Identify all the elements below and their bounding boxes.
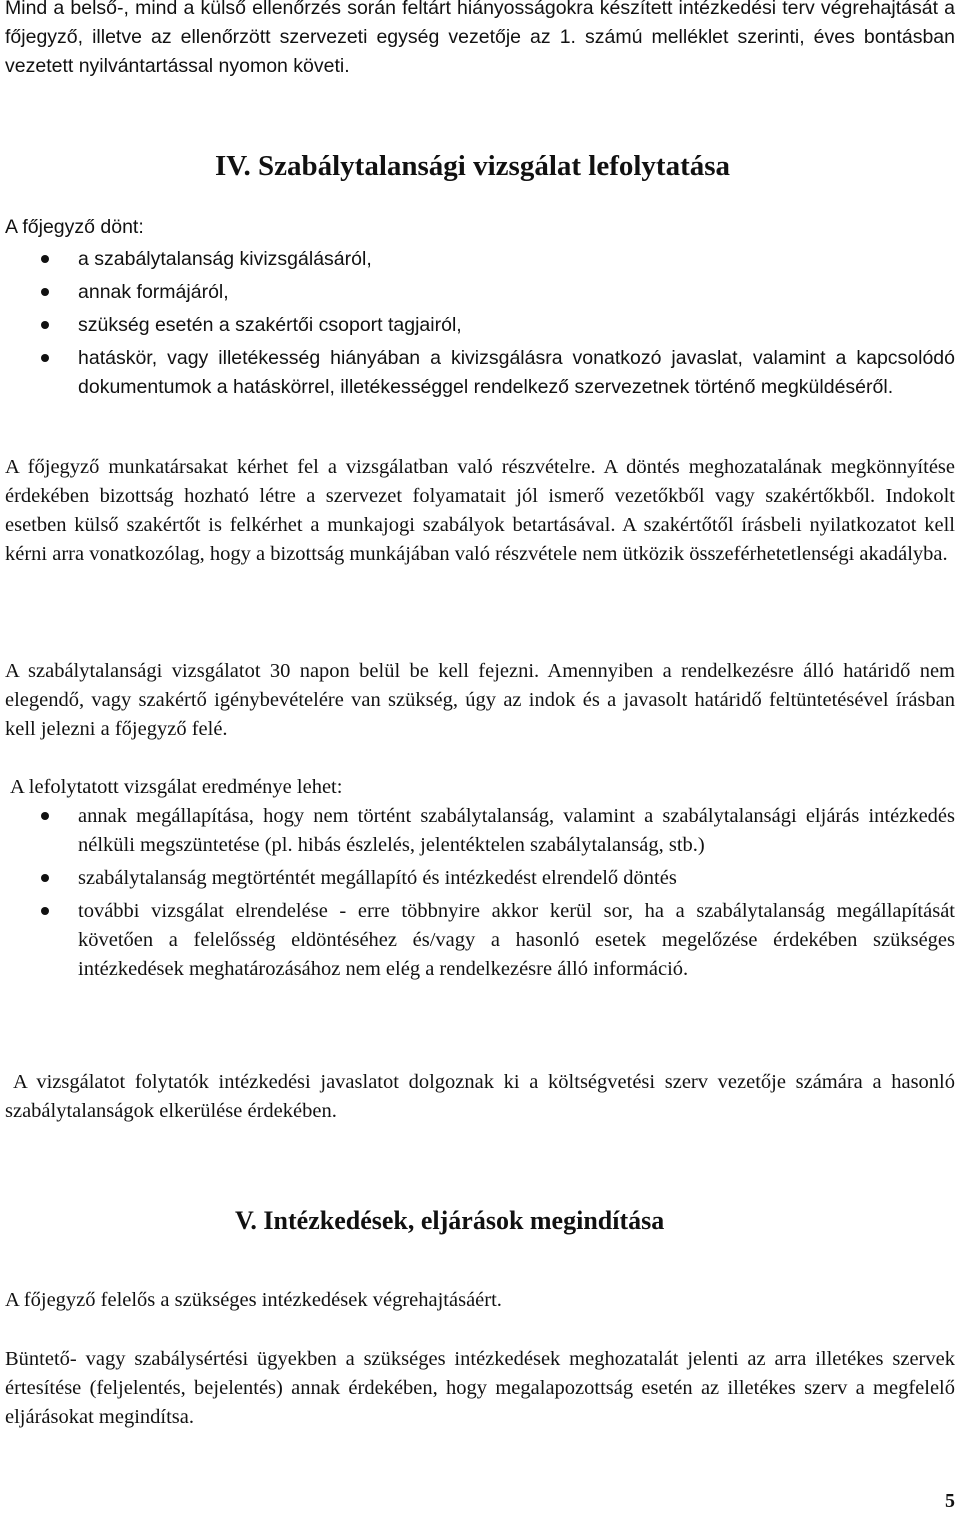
decision-list [5, 245, 955, 406]
list-item: szükség esetén a szakértői csoport tagjairól, [5, 311, 955, 340]
bullet-icon [41, 907, 49, 915]
bullet-icon [41, 812, 49, 820]
section-v-paragraph-1: A főjegyző felelős a szükséges intézkedések végrehajtásáért. [5, 1289, 502, 1311]
bullet-icon [41, 288, 49, 296]
list-item: hatáskör, vagy illetékesség hiányában a kivizsgálásra vonatkozó javaslat, valamint a kapcsolódó dokumentumok a hatáskörrel, illetékességgel rendelkező szervezetnek történő megküldéséről. [5, 344, 955, 402]
section-iv-lead: A főjegyző dönt: [5, 216, 144, 238]
section-iv-heading: IV. Szabálytalansági vizsgálat lefolytatása [215, 150, 731, 182]
section-iv-paragraph-1: A főjegyző munkatársakat kérhet fel a vizsgálatban való részvételre. A döntés meghozatalának megkönnyítése érdekében bizottság hozható létre a szervezet folyamatait jól ismerő vezetőkből vagy szakértőkből. Indokolt esetben külső szakértőt is felkérhet a munkajogi szabályok betartásával. A szakértőtől írásbeli nyilatkozatot kell kérni arra vonatkozólag, hogy a bizottság munkájában való részvétele nem ütközik összeférhetetlenségi akadályba. [5, 456, 955, 565]
bullet-icon [41, 321, 49, 329]
bullet-icon [41, 255, 49, 263]
bullet-icon [41, 354, 49, 362]
bullet-icon [41, 874, 49, 882]
list-item: a szabálytalanság kivizsgálásáról, [5, 245, 955, 274]
intro-paragraph: Mind a belső-, mind a külső ellenőrzés során feltárt hiányosságokra készített intézkedési terv végrehajtását a főjegyző, illetve az ellenőrzött szervezeti egység vezetője az 1. számú melléklet szerinti, éves bontásban vezetett nyilvántartással nyomon követi. [5, 0, 955, 77]
section-v-paragraph-2: Büntető- vagy szabálysértési ügyekben a szükséges intézkedések meghozatalát jelenti az arra illetékes szervek értesítése (feljelentés, bejelentés) annak érdekében, hogy megalapozottság esetén az illetékes szerv a megfelelő eljárásokat megindítsa. [5, 1348, 955, 1428]
section-iv-paragraph-2: A szabálytalansági vizsgálatot 30 napon belül be kell fejezni. Amennyiben a rendelkezésre álló határidő nem elegendő, vagy szakértő igénybevételére van szükség, úgy az indok és a javasolt határidő feltüntetésével írásban kell jelezni a főjegyző felé. [5, 660, 955, 740]
list-item: további vizsgálat elrendelése - erre többnyire akkor kerül sor, ha a szabálytalanság megállapítását követően a felelősség eldöntéséhez és/vagy a hasonló esetek megelőzése érdekében szükséges intézkedések meghatározásához nem elég a rendelkezésre álló információ. [5, 897, 955, 984]
page-number: 5 [945, 1490, 955, 1512]
list-item: annak formájáról, [5, 278, 955, 307]
result-lead: A lefolytatott vizsgálat eredménye lehet: [10, 776, 343, 798]
section-v-heading: V. Intézkedések, eljárások megindítása [235, 1206, 665, 1235]
result-list [5, 802, 955, 988]
list-item: szabálytalanság megtörténtét megállapító és intézkedést elrendelő döntés [5, 864, 955, 893]
section-iv-paragraph-3: A vizsgálatot folytatók intézkedési javaslatot dolgoznak ki a költségvetési szerv vezetője számára a hasonló szabálytalanságok elkerülése érdekében. [5, 1071, 955, 1122]
list-item: annak megállapítása, hogy nem történt szabálytalanság, valamint a szabálytalansági eljárás intézkedés nélküli megszüntetése (pl. hibás észlelés, jelentéktelen szabálytalanság, stb.) [5, 802, 955, 860]
